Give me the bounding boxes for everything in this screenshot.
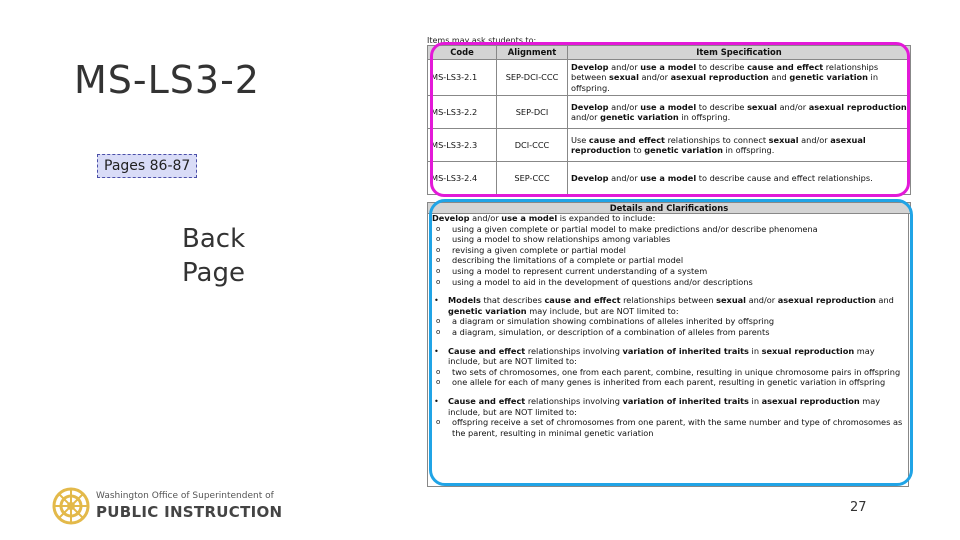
slide-title: MS-LS3-2 [74, 58, 260, 102]
list-item: o a diagram, simulation, or description of a combination of alleles from parents [432, 327, 904, 338]
ospi-logo [52, 487, 283, 527]
back-page-label [182, 222, 245, 290]
row-code: MS-LS3-2.1 [428, 59, 497, 96]
header-code: Code [428, 46, 497, 60]
row-alignment: DCI-CCC [497, 129, 568, 162]
sun-emblem-icon [52, 487, 90, 525]
details-highlight-outline [429, 199, 913, 486]
row-spec: Develop and/or use a model to describe cause and effect relationships between sexual and/or asexual reproduction and genetic variation in offspring. [568, 59, 911, 96]
list-item: o using a model to show relationships among variables [432, 234, 904, 245]
doc-intro: Items may ask students to: [427, 36, 537, 45]
row-code: MS-LS3-2.2 [428, 96, 497, 129]
list-item: o using a model to represent current understanding of a system [432, 266, 904, 277]
model-paragraph: Develop and/or use a model is expanded to include: [432, 213, 656, 223]
models-bullet: • Models that describes cause and effect relationships between sexual and/or asexual reproduction and genetic variation may include, but are NOT limited to: [432, 295, 904, 316]
list-item: o a diagram or simulation showing combinations of alleles inherited by offspring [432, 316, 904, 327]
header-alignment: Alignment [497, 46, 568, 60]
page-number: 27 [850, 500, 867, 515]
row-spec: Use cause and effect relationships to connect sexual and/or asexual reproduction to genetic variation in offspring. [568, 129, 911, 162]
list-item: o offspring receive a set of chromosomes from one parent, with the same number and type of chromosomes as the parent, resulting in minimal genetic variation [432, 417, 904, 438]
row-alignment: SEP-CCC [497, 162, 568, 195]
list-item: o describing the limitations of a complete or partial model [432, 255, 904, 266]
logo-subtitle: Washington Office of Superintendent of [96, 491, 274, 501]
row-alignment: SEP-DCI-CCC [497, 59, 568, 96]
row-code: MS-LS3-2.4 [428, 162, 497, 195]
details-header: Details and Clarifications [427, 202, 911, 214]
row-spec: Develop and/or use a model to describe cause and effect relationships. [568, 162, 911, 195]
list-item: o two sets of chromosomes, one from each parent, combine, resulting in unique chromosome pairs in offspring [432, 367, 904, 378]
row-spec: Develop and/or use a model to describe sexual and/or asexual reproduction and/or genetic variation in offspring. [568, 96, 911, 129]
row-alignment: SEP-DCI [497, 96, 568, 129]
sexual-bullet: • Cause and effect relationships involving variation of inherited traits in sexual reproduction may include, but are NOT limited to: [432, 346, 904, 367]
back-line-2: Page [182, 258, 245, 288]
logo-title: PUBLIC INSTRUCTION [96, 503, 283, 521]
list-item: o using a given complete or partial model to make predictions and/or describe phenomena [432, 224, 904, 235]
list-item: o revising a given complete or partial model [432, 245, 904, 256]
header-spec: Item Specification [568, 46, 911, 60]
list-item: o one allele for each of many genes is inherited from each parent, resulting in genetic variation in offspring [432, 377, 904, 388]
back-line-1: Back [182, 224, 246, 254]
list-item: o using a model to aid in the development of questions and/or descriptions [432, 277, 904, 288]
row-code: MS-LS3-2.3 [428, 129, 497, 162]
pages-tag: Pages 86-87 [97, 154, 197, 178]
asexual-bullet: • Cause and effect relationships involving variation of inherited traits in asexual reproduction may include, but are NOT limited to: [432, 396, 904, 417]
spec-highlight-outline [430, 42, 910, 197]
